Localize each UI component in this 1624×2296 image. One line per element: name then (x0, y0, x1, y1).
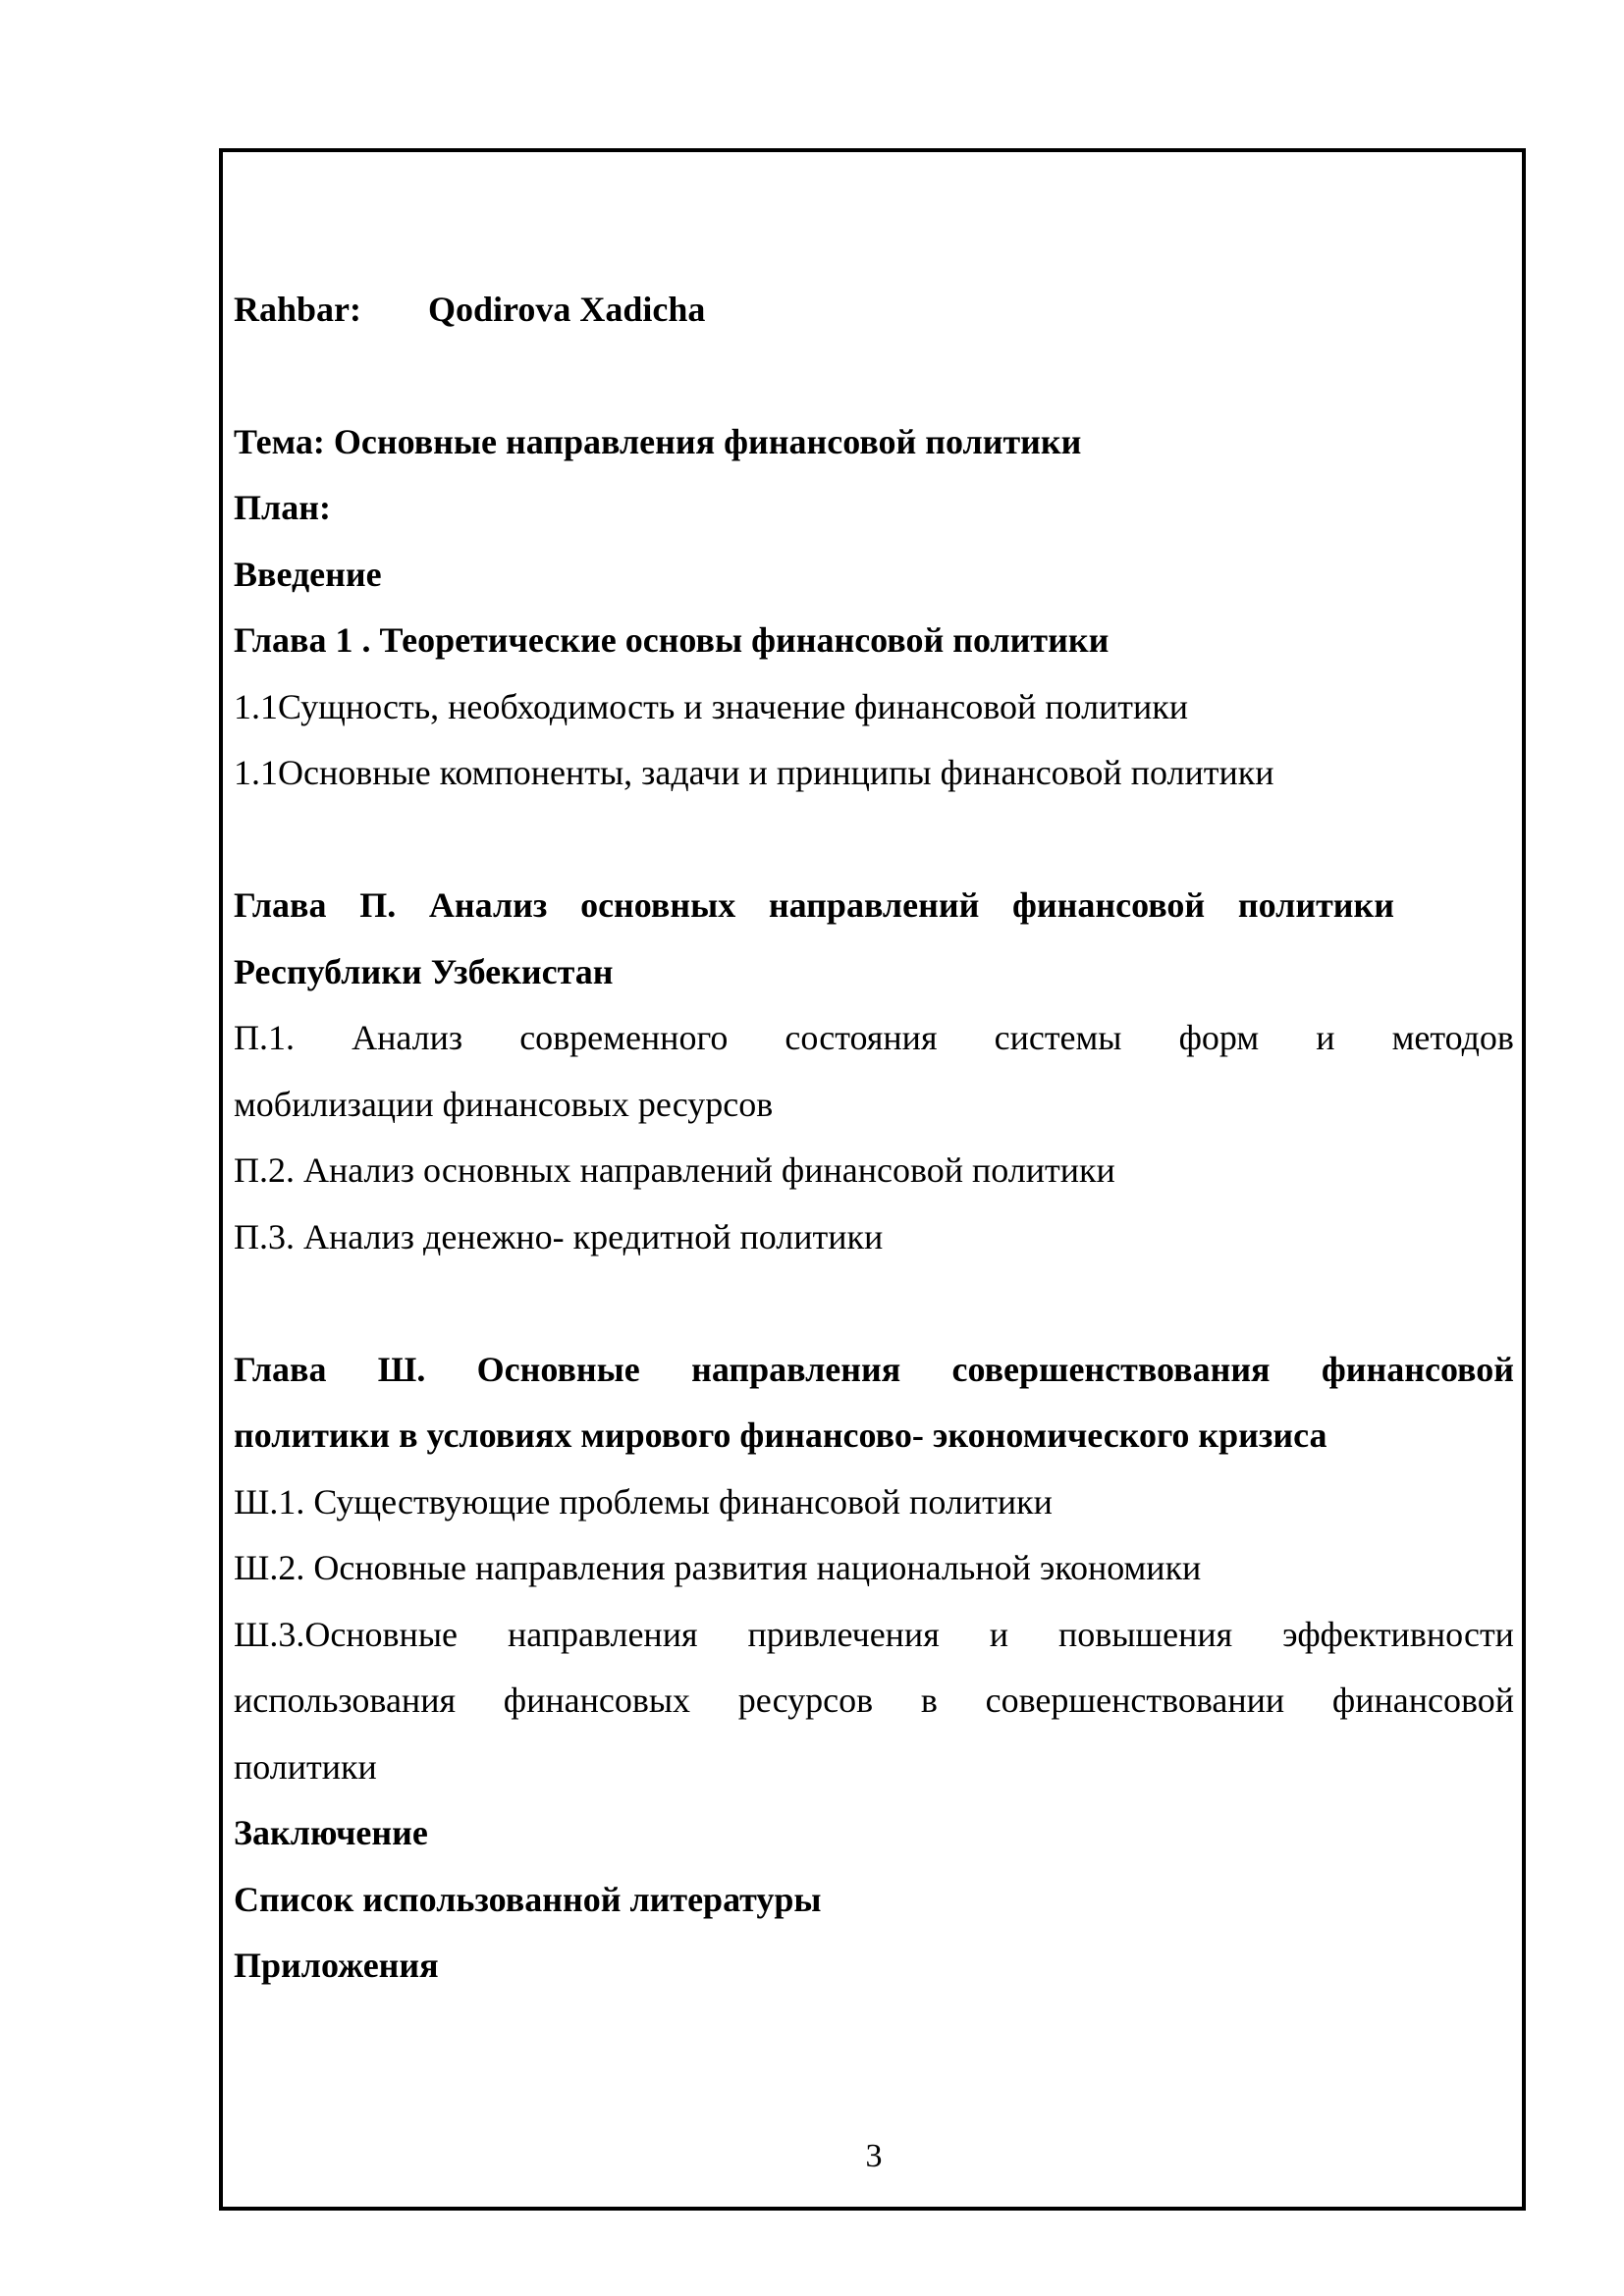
conclusion-heading: Заключение (234, 1813, 428, 1852)
word: финансовой (1012, 885, 1206, 925)
chapter3-title-line2: политики в условиях мирового финансово- экономического кризиса (234, 1415, 1327, 1455)
chapter2-item1-line1 (234, 1016, 1514, 1059)
word: состояния (785, 1018, 938, 1057)
chapter1-item-2: 1.1Основные компоненты, задачи и принципы финансовой политики (234, 753, 1274, 792)
word: ресурсов (737, 1681, 874, 1720)
word: П.1. (234, 1018, 295, 1057)
chapter3-item3-line1 (234, 1613, 1514, 1656)
references-heading: Список использованной литературы (234, 1880, 822, 1919)
appendix-heading: Приложения (234, 1946, 439, 1985)
word: политики (1237, 885, 1394, 925)
word: современного (519, 1018, 729, 1057)
word: и (989, 1615, 1008, 1654)
word: эффективности (1282, 1615, 1514, 1654)
word: финансовых (503, 1681, 691, 1720)
word: финансовой (1321, 1350, 1514, 1389)
chapter2-item1-line2: мобилизации финансовых ресурсов (234, 1085, 774, 1124)
chapter2-item3: П.3. Анализ денежно- кредитной политики (234, 1217, 884, 1256)
chapter2-item2: П.2. Анализ основных направлений финансовой политики (234, 1150, 1115, 1190)
word: совершенствовании (985, 1681, 1285, 1720)
chapter3-item3-line2 (234, 1679, 1514, 1722)
word: форм (1178, 1018, 1260, 1057)
intro-heading: Введение (234, 555, 382, 594)
word: Глава (234, 1350, 327, 1389)
word: совершенствования (951, 1350, 1271, 1389)
word: повышения (1057, 1615, 1233, 1654)
word: П. (359, 885, 397, 925)
word: системы (994, 1018, 1122, 1057)
chapter2-title-line1 (234, 883, 1394, 927)
chapter1-title: Глава 1 . Теоретические основы финансовой политики (234, 620, 1110, 660)
rahbar-label: Rahbar: (234, 290, 362, 329)
word: и (1316, 1018, 1335, 1057)
rahbar-line (234, 288, 705, 331)
word: направления (691, 1350, 901, 1389)
word: направления (507, 1615, 698, 1654)
chapter3-item3-line3: политики (234, 1747, 377, 1787)
word: использования (234, 1681, 457, 1720)
word: Ш.3.Основные (234, 1615, 458, 1654)
word: финансовой (1331, 1681, 1514, 1720)
plan-heading: План: (234, 488, 331, 527)
word: Основные (476, 1350, 640, 1389)
word: Анализ (352, 1018, 463, 1057)
chapter1-item-1: 1.1Сущность, необходимость и значение финансовой политики (234, 687, 1189, 726)
word: привлечения (747, 1615, 940, 1654)
topic-title: Тема: Основные направления финансовой политики (234, 422, 1082, 461)
rahbar-name: Qodirova Xadicha (428, 290, 706, 329)
word: в (920, 1681, 938, 1720)
word: направлений (768, 885, 980, 925)
word: основных (580, 885, 736, 925)
page-number: 3 (865, 2138, 883, 2174)
chapter2-title-line2: Республики Узбекистан (234, 952, 614, 991)
word: Ш. (377, 1350, 426, 1389)
chapter3-title-line1 (234, 1348, 1514, 1391)
word: Глава (234, 885, 327, 925)
chapter3-item2: Ш.2. Основные направления развития национальной экономики (234, 1548, 1202, 1587)
word: Анализ (428, 885, 548, 925)
chapter3-item1: Ш.1. Существующие проблемы финансовой политики (234, 1482, 1053, 1522)
word: методов (1391, 1018, 1514, 1057)
